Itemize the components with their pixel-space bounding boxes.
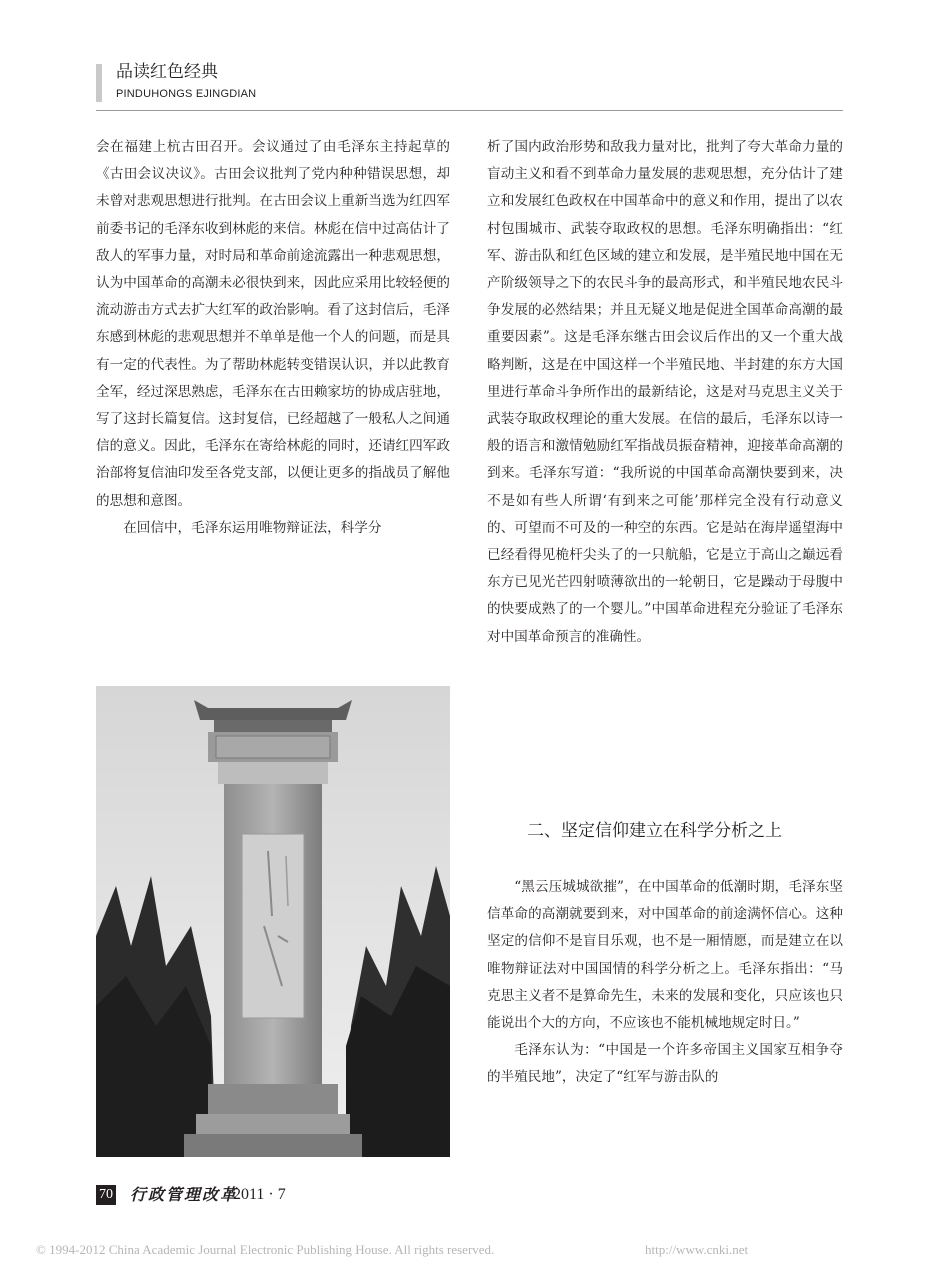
page-number: 70 [96, 1185, 116, 1205]
header-divider [96, 110, 843, 111]
paragraph: 析了国内政治形势和敌我力量对比，批判了夸大革命力量的盲动主义和看不到革命力量发展的悲观思想，充分估计了建立和发展红色政权在中国革命中的意义和作用，提出了以农村包围城市、武装夺取政权的思想。毛泽东明确指出：“红军、游击队和红色区域的建立和发展，是半殖民地中国在无产阶级领导之下的农民斗争的最高形式，和半殖民地农民斗争发展的必然结果；并且无疑义地是促进全国革命高潮的最重要因素”。这是毛泽东继古田会议后作出的又一个重大战略判断，这是在中国这样一个半殖民地、半封建的东方大国里进行革命斗争所作出的最新结论，这是对马克思主义关于武装夺取政权理论的重大发展。在信的最后，毛泽东以诗一般的语言和激情勉励红军指战员振奋精神，迎接革命高潮的到来。毛泽东写道：“我所说的中国革命高潮快要到来，决不是如有些人所谓‘有到来之可能’那样完全没有行动意义的、可望而不可及的一种空的东西。它是站在海岸遥望海中已经看得见桅杆尖头了的一只航船，它是立于高山之巅远看东方已见光芒四射喷薄欲出的一轮朝日，它是躁动于母腹中的快要成熟了的一个婴儿。”中国革命进程充分验证了毛泽东对中国革命预言的准确性。 [487, 139, 843, 645]
monument-photo [96, 686, 450, 1157]
issue-number: 2011 · 7 [233, 1186, 286, 1203]
right-text-column [487, 134, 843, 651]
section-heading: 二、坚定信仰建立在科学分析之上 [527, 821, 782, 841]
copyright-url: http://www.cnki.net [645, 1242, 749, 1257]
paragraph: 会在福建上杭古田召开。会议通过了由毛泽东主持起草的《古田会议决议》。古田会议批判了党内种种错误思想，却未曾对悲观思想进行批判。在古田会议上重新当选为红四军前委书记的毛泽东收到林彪的来信。林彪在信中过高估计了敌人的军事力量，对时局和革命前途流露出一种悲观思想，认为中国革命的高潮未必很快到来，因此应采用比较轻便的流动游击方式去扩大红军的政治影响。看了这封信后，毛泽东感到林彪的悲观思想并不单单是他一个人的问题，而是具有一定的代表性。为了帮助林彪转变错误认识，并以此教育全军，经过深思熟虑，毛泽东在古田赖家坊的协成店驻地，写了这封长篇复信。这封复信，已经超越了一般私人之间通信的意义。因此，毛泽东在寄给林彪的同时，还请红四军政治部将复信油印发至各党支部，以便让更多的指战员了解他的思想和意图。 [96, 139, 450, 509]
left-text-column [96, 134, 450, 542]
paragraph: 在回信中，毛泽东运用唯物辩证法，科学分 [123, 519, 382, 536]
paragraph: “黑云压城城欲摧”，在中国革命的低潮时期，毛泽东坚信革命的高潮就要到来，对中国革命的前途满怀信心。这种坚定的信仰不是盲目乐观，也不是一厢情愿，而是建立在以唯物辩证法对中国国情的科学分析之上。毛泽东指出：“马克思主义者不是算命先生，未来的发展和变化，只应该也只能说出个大的方向，不应该也不能机械地规定时日。” [487, 879, 843, 1032]
header-accent-bar [96, 64, 102, 102]
right-text-column-continued [487, 874, 843, 1092]
paragraph: 毛泽东认为：“中国是一个许多帝国主义国家互相争夺的半殖民地”，决定了“红军与游击队的 [487, 1042, 843, 1086]
journal-name: 行政管理改革 [130, 1185, 239, 1204]
column-title: 品读红色经典 [116, 62, 218, 82]
column-title-pinyin: PINDUHONGS EJINGDIAN [116, 88, 257, 100]
copyright-notice: © 1994-2012 China Academic Journal Electronic Publishing House. All rights reserved. [36, 1242, 495, 1257]
